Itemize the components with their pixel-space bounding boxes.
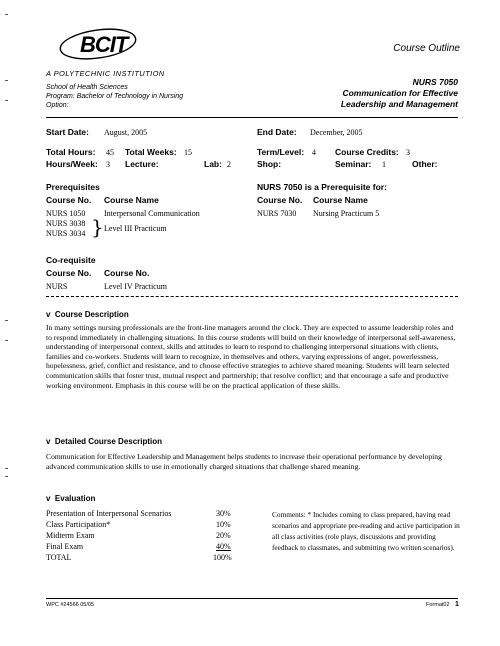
evaluation-title: Evaluation [54, 494, 96, 503]
coreq-heading: Co-requisite [46, 255, 96, 265]
total-weeks-value: 15 [184, 148, 192, 157]
option-label: Option: [46, 102, 69, 109]
prereq-col-no: Course No. [46, 195, 92, 205]
logo [58, 24, 142, 64]
footer-format: Format02 [426, 602, 450, 608]
prereq-row-no: NURS 1050 [46, 209, 86, 218]
course-title-line2: Leadership and Management [340, 99, 458, 109]
detailed-description-text: Communication for Effective Leadership and Management helps students to increase their operational performance by developing advanced communication skills to use in emotionally charged situations that challenge shared meaning. [46, 452, 442, 471]
lab-label: Lab: [204, 159, 222, 169]
coreq-row-name: Level IV Practicum [104, 282, 167, 291]
edge-mark [5, 340, 8, 341]
prereq-row-no: NURS 3038 [46, 219, 86, 228]
course-description-title: Course Description [54, 310, 129, 319]
brace-icon: } [91, 215, 104, 239]
hours-week-label: Hours/Week: [46, 159, 98, 169]
evaluation-total-label: TOTAL [46, 553, 72, 562]
evaluation-heading [46, 494, 95, 503]
evaluation-comments: Comments: * Includes coming to class prepared, having read scenarios and appropriate pre-reading and active participation in all class activities (role plays, discussions and providing feedback to classmates, and submitting two written scenarios). [272, 510, 460, 552]
seminar-label: Seminar: [335, 159, 372, 169]
coreq-col-no: Course No. [46, 268, 92, 278]
detailed-description-title: Detailed Course Description [54, 437, 163, 446]
course-title-line1: Communication for Effective [342, 88, 458, 98]
evaluation-pct: 30% [216, 509, 231, 518]
seminar-value: 1 [382, 160, 386, 169]
prereq-for-col-no: Course No. [257, 195, 303, 205]
coreq-row-no: NURS [46, 282, 68, 291]
term-level-label: Term/Level: [257, 147, 305, 157]
shop-label: Shop: [257, 159, 282, 169]
coreq-col-name: Course No. [104, 268, 150, 278]
start-date-value: August, 2005 [104, 128, 148, 137]
page-number: 1 [455, 601, 459, 608]
course-credits-value: 3 [406, 148, 410, 157]
evaluation-item: Final Exam [46, 542, 84, 551]
evaluation-item: Presentation of Interpersonal Scenarios [46, 509, 172, 518]
evaluation-item: Class Participation* [46, 520, 111, 529]
prereq-row-name: Interpersonal Communication [104, 209, 200, 218]
course-description-heading [46, 310, 129, 319]
prereq-heading: Prerequisites [46, 182, 100, 192]
program-name: Program: Bachelor of Technology in Nursing [46, 93, 184, 100]
end-date-label: End Date: [257, 127, 297, 137]
course-credits-label: Course Credits: [335, 147, 399, 157]
divider [46, 296, 458, 297]
prereq-for-row-no: NURS 7030 [257, 209, 297, 218]
evaluation-pct: 10% [216, 520, 231, 529]
edge-mark [5, 14, 8, 15]
evaluation-pct: 20% [216, 531, 231, 540]
prereq-for-heading: NURS 7050 is a Prerequisite for: [257, 182, 387, 192]
bullet-icon: v [46, 437, 55, 446]
school-name: School of Health Sciences [46, 84, 128, 91]
evaluation-pct: 40% [216, 542, 231, 551]
prereq-for-col-name: Course Name [313, 195, 368, 205]
total-hours-label: Total Hours: [46, 147, 96, 157]
evaluation-item: Midterm Exam [46, 531, 95, 540]
total-hours-value: 45 [106, 148, 114, 157]
prereq-row-no: NURS 3034 [46, 229, 86, 238]
edge-mark [5, 468, 8, 469]
edge-mark [5, 100, 8, 101]
start-date-label: Start Date: [46, 127, 89, 137]
prereq-for-row-name: Nursing Practicum 5 [313, 209, 380, 218]
detailed-description-heading [46, 437, 162, 446]
term-level-value: 4 [312, 148, 316, 157]
lab-value: 2 [227, 160, 231, 169]
lecture-label: Lecture: [125, 159, 159, 169]
other-label: Other: [412, 159, 438, 169]
footer-divider [46, 598, 458, 599]
prereq-col-name: Course Name [104, 195, 159, 205]
course-code: NURS 7050 [412, 77, 458, 87]
edge-mark [5, 320, 8, 321]
edge-mark [5, 476, 8, 477]
edge-mark [5, 80, 8, 81]
hours-week-value: 3 [106, 160, 110, 169]
institution-tagline: A POLYTECHNIC INSTITUTION [46, 69, 165, 78]
evaluation-total-pct: 100% [213, 553, 232, 562]
footer-doc-id: WPC #24566 05/05 [46, 602, 95, 608]
end-date-value: December, 2005 [310, 128, 363, 137]
logo-text: BCIT [80, 32, 128, 57]
course-description-text: In many settings nursing professionals are the front-line managers around the clock. They are expected to assume leadership roles and to respond immediately in challenging situations. In this course students will build on their knowledge of interpersonal self-awareness, understanding of interpersonal context, skills and attitudes to learn to respond to challenging interpersonal situations with clients, families and co-workers. Students will learn to recognize, in themselves and others, varying expressions of anger, powerlessness, hopelessness, grief, conflict and resistance, and to choose effective strategies to achieve shared meaning. Students will learn selected communication skills that foster trust, mutual respect and partnership; that resolve conflict; and that encourage a safe and productive working environment. Emphasis in this course will be on the practical application of these skills. [46, 323, 456, 390]
bullet-icon: v [46, 494, 55, 503]
total-weeks-label: Total Weeks: [125, 147, 177, 157]
prereq-bracket-name: Level III Practicum [104, 224, 167, 233]
bullet-icon: v [46, 310, 55, 319]
divider [46, 117, 458, 118]
doc-type: Course Outline [393, 43, 460, 54]
